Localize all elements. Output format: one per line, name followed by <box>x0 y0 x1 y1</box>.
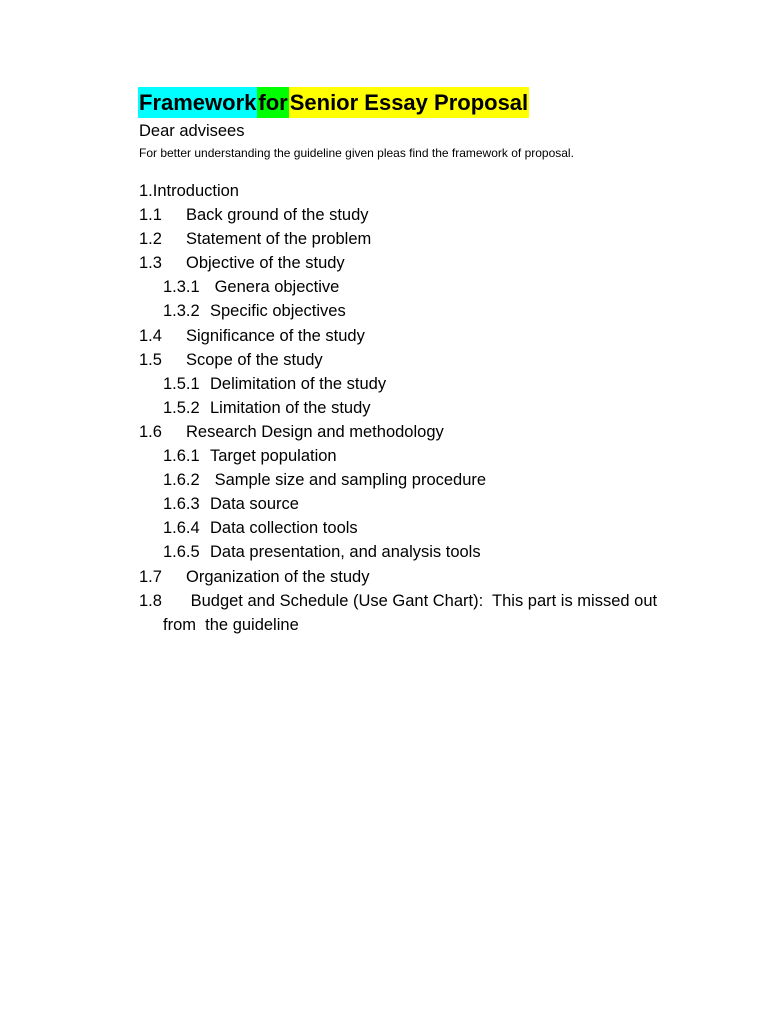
outline-item-1-5-2 <box>139 396 699 420</box>
outline-item-1-3-1 <box>139 275 699 299</box>
outline-text: Budget and Schedule (Use Gant Chart): This part is missed out <box>186 591 658 610</box>
outline-text: Organization of the study <box>186 567 370 586</box>
outline-text: Scope of the study <box>186 350 323 369</box>
outline-number: 1.6.5 <box>163 543 200 562</box>
outline-number: 1.8 <box>139 591 162 610</box>
outline-item-1 <box>139 179 699 203</box>
outline-number: 1.6.3 <box>163 495 200 514</box>
outline-item-1-2 <box>139 227 699 251</box>
outline-number: 1.5.2 <box>163 398 200 417</box>
outline-text: Research Design and methodology <box>186 422 444 441</box>
outline-text: Data presentation, and analysis tools <box>210 543 481 562</box>
outline-text: Data source <box>210 495 299 514</box>
outline-number: 1.6.4 <box>163 519 200 538</box>
outline-number: 1.6.2 <box>163 471 200 490</box>
outline-text: Delimitation of the study <box>210 374 387 393</box>
title-part-framework: Framework <box>138 87 257 118</box>
outline-text: Statement of the problem <box>186 230 372 249</box>
outline-number: 1.3 <box>139 254 162 273</box>
outline-number: 1.7 <box>139 567 162 586</box>
outline-item-1-6-1 <box>139 444 699 468</box>
outline-number: 1.3.1 <box>163 278 200 297</box>
outline-item-1-4 <box>139 324 699 348</box>
outline-text: Objective of the study <box>186 254 345 273</box>
greeting: Dear advisees <box>139 122 245 140</box>
outline-number: 1.3.2 <box>163 302 200 321</box>
outline-number: 1.5 <box>139 350 162 369</box>
outline-item-1-5 <box>139 348 699 372</box>
outline-item-1-8 <box>139 589 699 613</box>
outline-item-1-1 <box>139 203 699 227</box>
title-part-senior-essay-proposal: Senior Essay Proposal <box>289 87 529 118</box>
outline-item-1-6-2 <box>139 468 699 492</box>
document-title <box>138 87 529 118</box>
outline-text: Data collection tools <box>210 519 358 538</box>
outline-number: 1.4 <box>139 326 162 345</box>
outline-number: 1.6.1 <box>163 447 200 466</box>
outline-number: 1.1 <box>139 206 162 225</box>
outline-item-1-7 <box>139 565 699 589</box>
outline-item-1-6-4 <box>139 516 699 540</box>
outline-text: Specific objectives <box>210 302 346 321</box>
outline-text: Sample size and sampling procedure <box>210 471 487 490</box>
outline-text: Limitation of the study <box>210 398 371 417</box>
outline-item-1-3-2 <box>139 299 699 323</box>
intro-note: For better understanding the guideline given pleas find the framework of proposal. <box>139 146 574 160</box>
outline-number: 1.5.1 <box>163 374 200 393</box>
outline-item-1-6-5 <box>139 540 699 564</box>
outline-text: Significance of the study <box>186 326 365 345</box>
title-part-for: for <box>257 87 288 118</box>
outline-text: Target population <box>210 447 337 466</box>
outline-item-1-8-continuation <box>139 613 699 637</box>
outline-number: 1.2 <box>139 230 162 249</box>
outline-list <box>139 179 699 637</box>
outline-item-1-5-1 <box>139 372 699 396</box>
outline-item-1-6 <box>139 420 699 444</box>
outline-text: from the guideline <box>163 615 299 634</box>
outline-number: 1.6 <box>139 422 162 441</box>
outline-item-1-6-3 <box>139 492 699 516</box>
outline-number: 1.Introduction <box>139 182 239 200</box>
outline-text: Genera objective <box>210 278 340 297</box>
outline-text: Back ground of the study <box>186 206 369 225</box>
outline-item-1-3 <box>139 251 699 275</box>
